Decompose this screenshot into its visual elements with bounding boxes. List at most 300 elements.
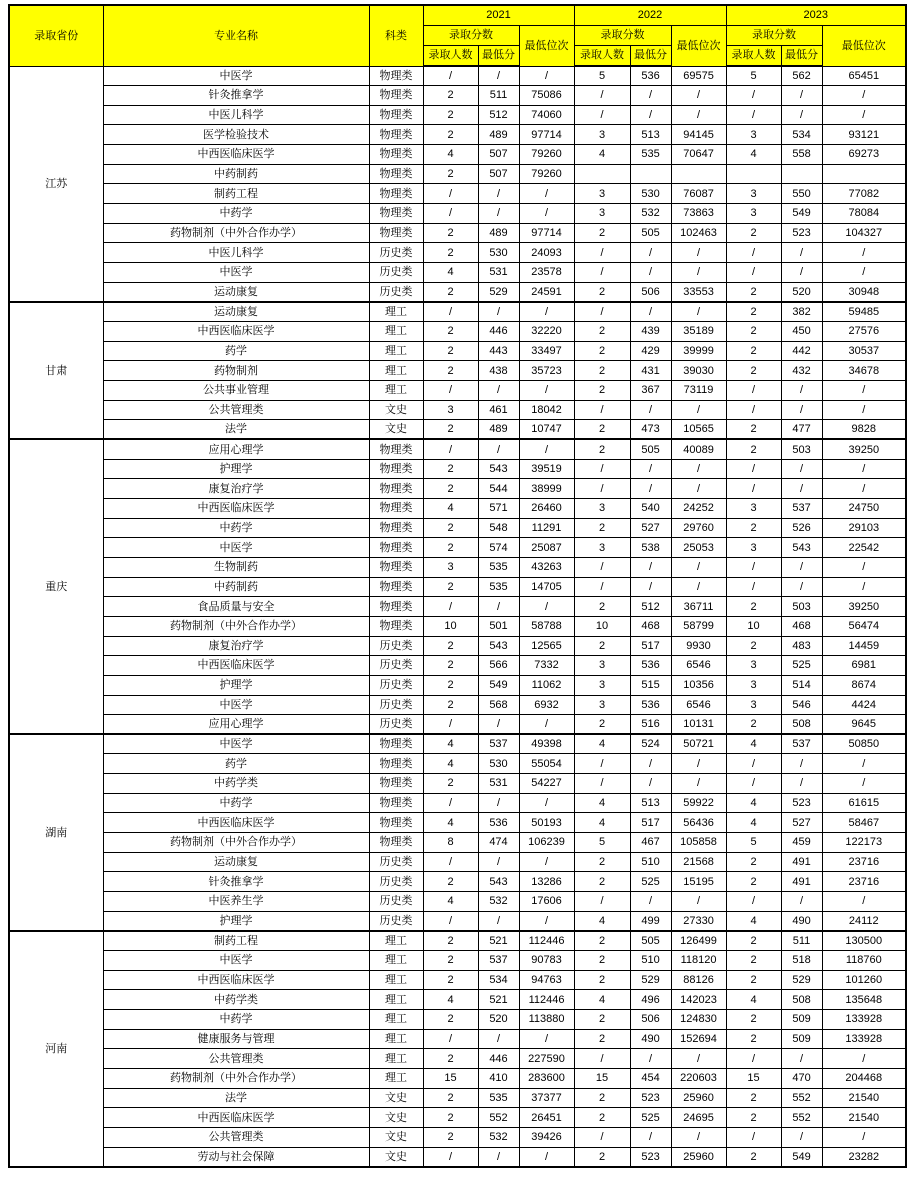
min-score-2022-cell: / xyxy=(630,400,671,420)
category-cell: 物理类 xyxy=(369,538,423,558)
admit-count-2022-cell: 5 xyxy=(574,66,630,86)
min-score-2023-cell: 459 xyxy=(781,833,822,853)
table-row xyxy=(9,616,906,636)
admit-count-2023-cell: 2 xyxy=(726,1010,781,1030)
category-cell: 物理类 xyxy=(369,184,423,204)
min-score-2021-cell: 530 xyxy=(478,243,519,263)
min-rank-2023-cell: 133928 xyxy=(822,1010,906,1030)
admit-count-2023-cell: / xyxy=(726,459,781,479)
category-cell: 物理类 xyxy=(369,459,423,479)
table-row xyxy=(9,970,906,990)
admit-count-2023-cell: 5 xyxy=(726,66,781,86)
min-score-2022-cell: 516 xyxy=(630,715,671,735)
table-row xyxy=(9,420,906,440)
category-cell: 历史类 xyxy=(369,243,423,263)
min-rank-2022-cell: 124830 xyxy=(671,1010,726,1030)
province-cell: 江苏 xyxy=(9,66,103,302)
min-rank-2021-cell: 74060 xyxy=(519,105,574,125)
min-score-2022-cell: / xyxy=(630,302,671,322)
admit-count-2022-cell: 2 xyxy=(574,597,630,617)
min-rank-2023-cell: / xyxy=(822,381,906,401)
admit-count-2022-cell: / xyxy=(574,774,630,794)
min-score-2021-cell: / xyxy=(478,204,519,224)
admit-count-2023-cell: 5 xyxy=(726,833,781,853)
major-cell: 康复治疗学 xyxy=(103,479,369,499)
table-row xyxy=(9,636,906,656)
min-rank-2021-cell: 54227 xyxy=(519,774,574,794)
admit-count-2023-cell: 2 xyxy=(726,223,781,243)
min-score-2022-cell: 532 xyxy=(630,204,671,224)
min-rank-2023-cell: 101260 xyxy=(822,970,906,990)
min-score-2022-cell: 513 xyxy=(630,125,671,145)
min-score-2023-cell: 490 xyxy=(781,911,822,931)
min-rank-2021-cell: 11291 xyxy=(519,518,574,538)
admit-count-2023-cell: 2 xyxy=(726,872,781,892)
min-score-2023-cell: 543 xyxy=(781,538,822,558)
table-row xyxy=(9,675,906,695)
min-rank-2023-cell: 14459 xyxy=(822,636,906,656)
admit-count-2022-cell: / xyxy=(574,754,630,774)
min-score-2023-cell: 432 xyxy=(781,361,822,381)
min-score-2021-cell: / xyxy=(478,597,519,617)
min-score-2022-cell: 496 xyxy=(630,990,671,1010)
min-rank-2022-cell: 118120 xyxy=(671,951,726,971)
major-cell: 中医学 xyxy=(103,538,369,558)
min-score-2021-cell: 537 xyxy=(478,734,519,754)
min-rank-2022-cell xyxy=(671,164,726,184)
min-rank-2021-cell: 90783 xyxy=(519,951,574,971)
category-cell: 物理类 xyxy=(369,577,423,597)
table-row xyxy=(9,1108,906,1128)
category-cell: 理工 xyxy=(369,1049,423,1069)
category-cell: 文史 xyxy=(369,1088,423,1108)
min-score-2023-cell: / xyxy=(781,479,822,499)
min-score-2021-cell: 446 xyxy=(478,1049,519,1069)
admit-count-2022-cell: 2 xyxy=(574,1108,630,1128)
major-cell: 康复治疗学 xyxy=(103,636,369,656)
table-row xyxy=(9,538,906,558)
min-rank-2021-cell: 11062 xyxy=(519,675,574,695)
min-rank-2022-cell: 58799 xyxy=(671,616,726,636)
admit-count-2021-cell: 2 xyxy=(423,774,478,794)
table-row xyxy=(9,184,906,204)
min-rank-2023-cell: 133928 xyxy=(822,1029,906,1049)
min-rank-2021-cell: 55054 xyxy=(519,754,574,774)
min-rank-2022-cell: 102463 xyxy=(671,223,726,243)
min-rank-2023-cell: 23716 xyxy=(822,852,906,872)
min-rank-2022-cell: / xyxy=(671,577,726,597)
major-cell: 运动康复 xyxy=(103,282,369,302)
admit-count-2023-cell: / xyxy=(726,754,781,774)
admit-count-2023-cell: / xyxy=(726,263,781,283)
min-score-2023-cell: 529 xyxy=(781,970,822,990)
header-score-group-2022: 录取分数 xyxy=(574,26,671,46)
min-rank-2022-cell: 25053 xyxy=(671,538,726,558)
admit-count-2022-cell: 2 xyxy=(574,852,630,872)
min-rank-2023-cell: 23716 xyxy=(822,872,906,892)
min-rank-2022-cell: / xyxy=(671,302,726,322)
admit-count-2023-cell: 2 xyxy=(726,420,781,440)
category-cell: 理工 xyxy=(369,951,423,971)
admit-count-2023-cell: / xyxy=(726,400,781,420)
major-cell: 生物制药 xyxy=(103,557,369,577)
min-rank-2023-cell: 24750 xyxy=(822,498,906,518)
min-rank-2023-cell: 4424 xyxy=(822,695,906,715)
min-score-2022-cell: 454 xyxy=(630,1068,671,1088)
min-rank-2021-cell: 112446 xyxy=(519,990,574,1010)
admit-count-2022-cell: 15 xyxy=(574,1068,630,1088)
min-score-2023-cell: 503 xyxy=(781,597,822,617)
admit-count-2021-cell: / xyxy=(423,911,478,931)
min-rank-2021-cell: 13286 xyxy=(519,872,574,892)
min-rank-2022-cell: / xyxy=(671,263,726,283)
category-cell: 历史类 xyxy=(369,636,423,656)
major-cell: 中药制药 xyxy=(103,577,369,597)
category-cell: 物理类 xyxy=(369,145,423,165)
header-admit-count-2023: 录取人数 xyxy=(726,46,781,67)
admit-count-2022-cell: / xyxy=(574,557,630,577)
min-rank-2022-cell: 73119 xyxy=(671,381,726,401)
admit-count-2021-cell: 2 xyxy=(423,361,478,381)
min-rank-2022-cell: 56436 xyxy=(671,813,726,833)
admit-count-2023-cell: / xyxy=(726,479,781,499)
admit-count-2021-cell: 4 xyxy=(423,990,478,1010)
major-cell: 医学检验技术 xyxy=(103,125,369,145)
admit-count-2023-cell: 2 xyxy=(726,597,781,617)
min-rank-2021-cell: 94763 xyxy=(519,970,574,990)
admit-count-2023-cell: 2 xyxy=(726,282,781,302)
admit-count-2021-cell: 2 xyxy=(423,322,478,342)
min-score-2021-cell: / xyxy=(478,1029,519,1049)
table-row xyxy=(9,263,906,283)
header-min-rank-2022: 最低位次 xyxy=(671,26,726,67)
admit-count-2021-cell: / xyxy=(423,439,478,459)
admit-count-2021-cell: 2 xyxy=(423,675,478,695)
min-rank-2022-cell: 24695 xyxy=(671,1108,726,1128)
min-rank-2022-cell: 21568 xyxy=(671,852,726,872)
admit-count-2022-cell: 2 xyxy=(574,381,630,401)
table-row xyxy=(9,774,906,794)
table-row xyxy=(9,911,906,931)
admit-count-2021-cell: 2 xyxy=(423,951,478,971)
admit-count-2021-cell: 4 xyxy=(423,813,478,833)
min-score-2022-cell: 529 xyxy=(630,970,671,990)
min-score-2021-cell: 543 xyxy=(478,636,519,656)
min-score-2021-cell: 532 xyxy=(478,892,519,912)
min-score-2021-cell: 543 xyxy=(478,459,519,479)
admit-count-2023-cell: 2 xyxy=(726,361,781,381)
admit-count-2021-cell: 2 xyxy=(423,125,478,145)
min-score-2023-cell: 550 xyxy=(781,184,822,204)
min-rank-2023-cell: 59485 xyxy=(822,302,906,322)
min-rank-2021-cell: 14705 xyxy=(519,577,574,597)
admit-count-2023-cell: / xyxy=(726,86,781,106)
min-score-2022-cell: 538 xyxy=(630,538,671,558)
min-score-2022-cell: 512 xyxy=(630,597,671,617)
min-score-2023-cell: 468 xyxy=(781,616,822,636)
admit-count-2021-cell: 2 xyxy=(423,459,478,479)
min-score-2021-cell: 507 xyxy=(478,145,519,165)
min-score-2021-cell: / xyxy=(478,66,519,86)
min-score-2022-cell: 540 xyxy=(630,498,671,518)
min-rank-2023-cell: / xyxy=(822,892,906,912)
table-row xyxy=(9,813,906,833)
min-rank-2023-cell: 39250 xyxy=(822,597,906,617)
min-rank-2021-cell: / xyxy=(519,302,574,322)
category-cell: 理工 xyxy=(369,990,423,1010)
min-score-2022-cell: 536 xyxy=(630,656,671,676)
admit-count-2022-cell: 3 xyxy=(574,125,630,145)
min-rank-2023-cell: 118760 xyxy=(822,951,906,971)
min-score-2023-cell: 549 xyxy=(781,1147,822,1167)
min-rank-2023-cell: 23282 xyxy=(822,1147,906,1167)
min-score-2022-cell: 499 xyxy=(630,911,671,931)
category-cell: 理工 xyxy=(369,361,423,381)
category-cell: 物理类 xyxy=(369,105,423,125)
min-score-2022-cell: 525 xyxy=(630,1108,671,1128)
min-rank-2023-cell: 39250 xyxy=(822,439,906,459)
min-score-2022-cell: 525 xyxy=(630,872,671,892)
table-row xyxy=(9,66,906,86)
table-row xyxy=(9,1010,906,1030)
category-cell: 历史类 xyxy=(369,675,423,695)
min-rank-2023-cell: / xyxy=(822,577,906,597)
category-cell: 物理类 xyxy=(369,204,423,224)
admit-count-2023-cell: 3 xyxy=(726,695,781,715)
admit-count-2021-cell: 2 xyxy=(423,695,478,715)
table-row xyxy=(9,872,906,892)
table-row xyxy=(9,341,906,361)
min-rank-2022-cell: 33553 xyxy=(671,282,726,302)
min-score-2023-cell: / xyxy=(781,557,822,577)
min-score-2023-cell: 508 xyxy=(781,715,822,735)
min-score-2021-cell: 537 xyxy=(478,951,519,971)
admit-count-2021-cell: 2 xyxy=(423,1010,478,1030)
min-rank-2021-cell: 10747 xyxy=(519,420,574,440)
category-cell: 物理类 xyxy=(369,833,423,853)
major-cell: 中药学 xyxy=(103,793,369,813)
min-rank-2021-cell: 113880 xyxy=(519,1010,574,1030)
category-cell: 物理类 xyxy=(369,439,423,459)
major-cell: 药学 xyxy=(103,341,369,361)
category-cell: 历史类 xyxy=(369,911,423,931)
min-score-2023-cell: / xyxy=(781,263,822,283)
min-score-2022-cell: 429 xyxy=(630,341,671,361)
min-rank-2021-cell: 75086 xyxy=(519,86,574,106)
min-rank-2021-cell: 26451 xyxy=(519,1108,574,1128)
admit-count-2022-cell: 2 xyxy=(574,1088,630,1108)
min-rank-2022-cell: 39999 xyxy=(671,341,726,361)
min-rank-2023-cell: / xyxy=(822,243,906,263)
min-rank-2021-cell: 283600 xyxy=(519,1068,574,1088)
province-cell: 湖南 xyxy=(9,734,103,931)
admit-count-2022-cell: 3 xyxy=(574,656,630,676)
min-rank-2021-cell: 227590 xyxy=(519,1049,574,1069)
min-score-2021-cell: 535 xyxy=(478,557,519,577)
min-rank-2023-cell: 204468 xyxy=(822,1068,906,1088)
min-rank-2023-cell: / xyxy=(822,1127,906,1147)
min-rank-2021-cell: 24591 xyxy=(519,282,574,302)
category-cell: 物理类 xyxy=(369,125,423,145)
category-cell: 历史类 xyxy=(369,872,423,892)
admit-count-2022-cell: / xyxy=(574,1127,630,1147)
admit-count-2022-cell: 2 xyxy=(574,439,630,459)
min-score-2022-cell: / xyxy=(630,774,671,794)
min-score-2022-cell: 468 xyxy=(630,616,671,636)
major-cell: 中西医临床医学 xyxy=(103,656,369,676)
table-row xyxy=(9,734,906,754)
min-score-2022-cell: 523 xyxy=(630,1147,671,1167)
admit-count-2021-cell: 2 xyxy=(423,970,478,990)
min-score-2022-cell: 510 xyxy=(630,852,671,872)
min-rank-2021-cell: 37377 xyxy=(519,1088,574,1108)
table-row xyxy=(9,439,906,459)
min-rank-2022-cell: 59922 xyxy=(671,793,726,813)
major-cell: 劳动与社会保障 xyxy=(103,1147,369,1167)
min-rank-2021-cell: 112446 xyxy=(519,931,574,951)
min-score-2023-cell: 558 xyxy=(781,145,822,165)
header-province: 录取省份 xyxy=(9,5,103,66)
major-cell: 中西医临床医学 xyxy=(103,145,369,165)
admit-count-2023-cell: 2 xyxy=(726,1088,781,1108)
min-rank-2021-cell: 43263 xyxy=(519,557,574,577)
admit-count-2022-cell: 4 xyxy=(574,793,630,813)
min-rank-2022-cell: 15195 xyxy=(671,872,726,892)
min-score-2023-cell: / xyxy=(781,774,822,794)
table-row xyxy=(9,400,906,420)
min-rank-2022-cell: 152694 xyxy=(671,1029,726,1049)
major-cell: 针灸推拿学 xyxy=(103,86,369,106)
min-rank-2022-cell: 24252 xyxy=(671,498,726,518)
min-rank-2022-cell: 29760 xyxy=(671,518,726,538)
min-score-2021-cell: 535 xyxy=(478,577,519,597)
category-cell: 物理类 xyxy=(369,734,423,754)
min-score-2023-cell: 450 xyxy=(781,322,822,342)
major-cell: 运动康复 xyxy=(103,852,369,872)
min-rank-2023-cell: 22542 xyxy=(822,538,906,558)
min-score-2023-cell: 537 xyxy=(781,734,822,754)
admit-count-2023-cell: 4 xyxy=(726,793,781,813)
min-score-2021-cell: 489 xyxy=(478,125,519,145)
admit-count-2023-cell: 2 xyxy=(726,518,781,538)
min-rank-2023-cell: 27576 xyxy=(822,322,906,342)
admit-count-2021-cell: 2 xyxy=(423,518,478,538)
min-score-2021-cell: 536 xyxy=(478,813,519,833)
min-score-2023-cell: 552 xyxy=(781,1108,822,1128)
min-rank-2022-cell: 27330 xyxy=(671,911,726,931)
min-rank-2021-cell: 97714 xyxy=(519,125,574,145)
min-score-2022-cell: / xyxy=(630,754,671,774)
table-row xyxy=(9,204,906,224)
major-cell: 中药制药 xyxy=(103,164,369,184)
category-cell: 物理类 xyxy=(369,164,423,184)
admit-count-2023-cell: / xyxy=(726,577,781,597)
min-score-2021-cell: 535 xyxy=(478,1088,519,1108)
table-row xyxy=(9,498,906,518)
min-rank-2023-cell: 61615 xyxy=(822,793,906,813)
admit-count-2022-cell: 4 xyxy=(574,990,630,1010)
min-score-2022-cell: / xyxy=(630,86,671,106)
admit-count-2023-cell: 2 xyxy=(726,1147,781,1167)
admit-count-2023-cell: 2 xyxy=(726,931,781,951)
major-cell: 护理学 xyxy=(103,911,369,931)
category-cell: 物理类 xyxy=(369,774,423,794)
min-rank-2021-cell: 39426 xyxy=(519,1127,574,1147)
min-rank-2021-cell: 32220 xyxy=(519,322,574,342)
min-score-2022-cell: / xyxy=(630,105,671,125)
header-score-group-2023: 录取分数 xyxy=(726,26,822,46)
min-rank-2022-cell: / xyxy=(671,243,726,263)
header-min-score-2021: 最低分 xyxy=(478,46,519,67)
min-score-2022-cell: 530 xyxy=(630,184,671,204)
min-rank-2021-cell: / xyxy=(519,439,574,459)
major-cell: 中药学 xyxy=(103,204,369,224)
min-score-2023-cell: 491 xyxy=(781,872,822,892)
min-rank-2023-cell: 135648 xyxy=(822,990,906,1010)
min-rank-2021-cell: 7332 xyxy=(519,656,574,676)
min-score-2022-cell: 517 xyxy=(630,636,671,656)
major-cell: 中医学 xyxy=(103,263,369,283)
admit-count-2021-cell: 2 xyxy=(423,931,478,951)
category-cell: 物理类 xyxy=(369,86,423,106)
admit-count-2022-cell: 4 xyxy=(574,813,630,833)
category-cell: 物理类 xyxy=(369,557,423,577)
min-score-2022-cell: / xyxy=(630,459,671,479)
min-score-2023-cell: 520 xyxy=(781,282,822,302)
table-row xyxy=(9,518,906,538)
major-cell: 药物制剂（中外合作办学） xyxy=(103,833,369,853)
table-row xyxy=(9,1029,906,1049)
admit-count-2022-cell: 2 xyxy=(574,518,630,538)
min-rank-2021-cell: / xyxy=(519,204,574,224)
major-cell: 制药工程 xyxy=(103,931,369,951)
category-cell: 理工 xyxy=(369,341,423,361)
min-score-2023-cell: / xyxy=(781,86,822,106)
admit-count-2022-cell: 10 xyxy=(574,616,630,636)
admit-count-2022-cell: 3 xyxy=(574,204,630,224)
admit-count-2022-cell: 3 xyxy=(574,184,630,204)
min-score-2023-cell: 546 xyxy=(781,695,822,715)
min-rank-2022-cell: 142023 xyxy=(671,990,726,1010)
min-rank-2021-cell: 12565 xyxy=(519,636,574,656)
min-rank-2021-cell: 58788 xyxy=(519,616,574,636)
admit-count-2022-cell: 2 xyxy=(574,951,630,971)
min-score-2021-cell: 549 xyxy=(478,675,519,695)
admit-count-2022-cell: 2 xyxy=(574,715,630,735)
major-cell: 公共管理类 xyxy=(103,400,369,420)
table-row xyxy=(9,715,906,735)
admit-count-2022-cell: 2 xyxy=(574,223,630,243)
table-row xyxy=(9,302,906,322)
min-rank-2021-cell: 6932 xyxy=(519,695,574,715)
admit-count-2023-cell: 2 xyxy=(726,970,781,990)
admit-count-2023-cell: 2 xyxy=(726,322,781,342)
category-cell: 历史类 xyxy=(369,656,423,676)
min-rank-2021-cell: / xyxy=(519,184,574,204)
min-score-2022-cell: / xyxy=(630,577,671,597)
admit-count-2023-cell: 4 xyxy=(726,145,781,165)
admit-count-2023-cell: 4 xyxy=(726,813,781,833)
min-score-2022-cell: 517 xyxy=(630,813,671,833)
table-row xyxy=(9,931,906,951)
admit-count-2022-cell: 4 xyxy=(574,734,630,754)
admit-count-2023-cell: / xyxy=(726,105,781,125)
min-score-2022-cell: / xyxy=(630,243,671,263)
min-rank-2022-cell: 6546 xyxy=(671,656,726,676)
major-cell: 运动康复 xyxy=(103,302,369,322)
min-rank-2022-cell: / xyxy=(671,105,726,125)
admit-count-2021-cell: 2 xyxy=(423,1049,478,1069)
